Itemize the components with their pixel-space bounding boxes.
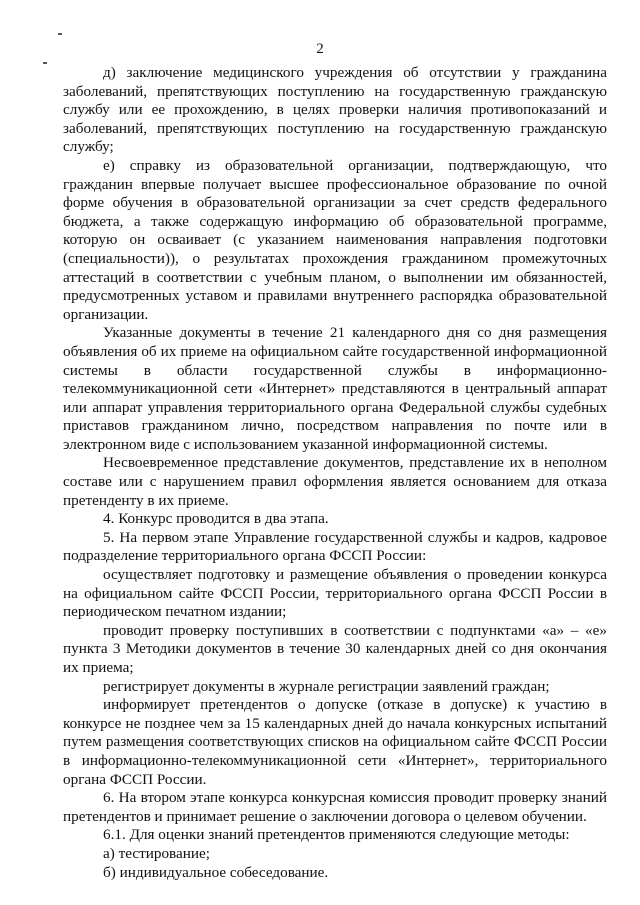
paragraph-clause-6-1: 6.1. Для оценки знаний претендентов применяются следующие методы: [103, 826, 570, 844]
paragraph-informing: информирует претендентов о допуске (отказе в допуске) к участию в конкурсе не позднее чем за 15 календарных дней до начала конкурсных испытаний путем размещения соответствующих списков на официальном сайте ФССП России в информационно-телекоммуникационной сети «Интернет», территориального органа ФССП России. [63, 696, 607, 788]
paragraph-clause-6: 6. На втором этапе конкурса конкурсная комиссия проводит проверку знаний претендентов и принимает решение о заключении договора о целевом обучении. [63, 789, 607, 825]
paragraph-documents-submission: Указанные документы в течение 21 календарного дня со дня размещения объявления об их приеме на официальном сайте государственной информационной системы в области государственной службы в информационно-телекоммуникационной сети «Интернет» представляются в центральный аппарат или аппарат управления территориального органа Федеральной службы судебных приставов гражданином лично, посредством направления по почте или в электронном виде с использованием указанной информационной системы. [63, 324, 607, 453]
paragraph-clause-4: 4. Конкурс проводится в два этапа. [103, 510, 329, 528]
scan-speck [58, 33, 62, 35]
paragraph-method-interview: б) индивидуальное собеседование. [103, 863, 329, 881]
document-body [63, 64, 607, 882]
paragraph-registration: регистрирует документы в журнале регистрации заявлений граждан; [103, 677, 550, 695]
page-number: 2 [316, 41, 324, 57]
scan-speck [43, 62, 47, 64]
paragraph-late-submission: Несвоевременное представление документов, представление их в неполном составе или с нарушением правил оформления является основанием для отказа претенденту в их приеме. [63, 454, 607, 509]
paragraph-verification: проводит проверку поступивших в соответствии с подпунктами «а» – «е» пункта 3 Методики документов в течение 30 календарных дней со дня окончания их приема; [63, 621, 607, 676]
paragraph-item-e: е) справку из образовательной организации, подтверждающую, что гражданин впервые получает высшее профессиональное образование по очной форме обучения в образовательной организации за счет средств федерального бюджета, а также содержащую информацию об образовательной программе, которую он осваивает (с указанием наименования направления подготовки (специальности)), о результатах прохождения гражданином промежуточных аттестаций в соответствии с учебным планом, о выполнении им обязанностей, предусмотренных уставом и правилами внутреннего распорядка образовательной организации. [63, 156, 607, 323]
paragraph-announcement: осуществляет подготовку и размещение объявления о проведении конкурса на официальном сайте ФССП России, территориального органа ФССП России в периодическом печатном издании; [63, 566, 607, 621]
paragraph-method-testing: а) тестирование; [103, 844, 210, 862]
paragraph-clause-5: 5. На первом этапе Управление государственной службы и кадров, кадровое подразделение территориального органа ФССП России: [63, 528, 607, 565]
paragraph-item-d: д) заключение медицинского учреждения об отсутствии у гражданина заболеваний, препятствующих поступлению на государственную гражданскую службу или ее прохождению, в целях проверки наличия противопоказаний и заболеваний, препятствующих поступлению на государственную гражданскую службу; [63, 64, 607, 156]
